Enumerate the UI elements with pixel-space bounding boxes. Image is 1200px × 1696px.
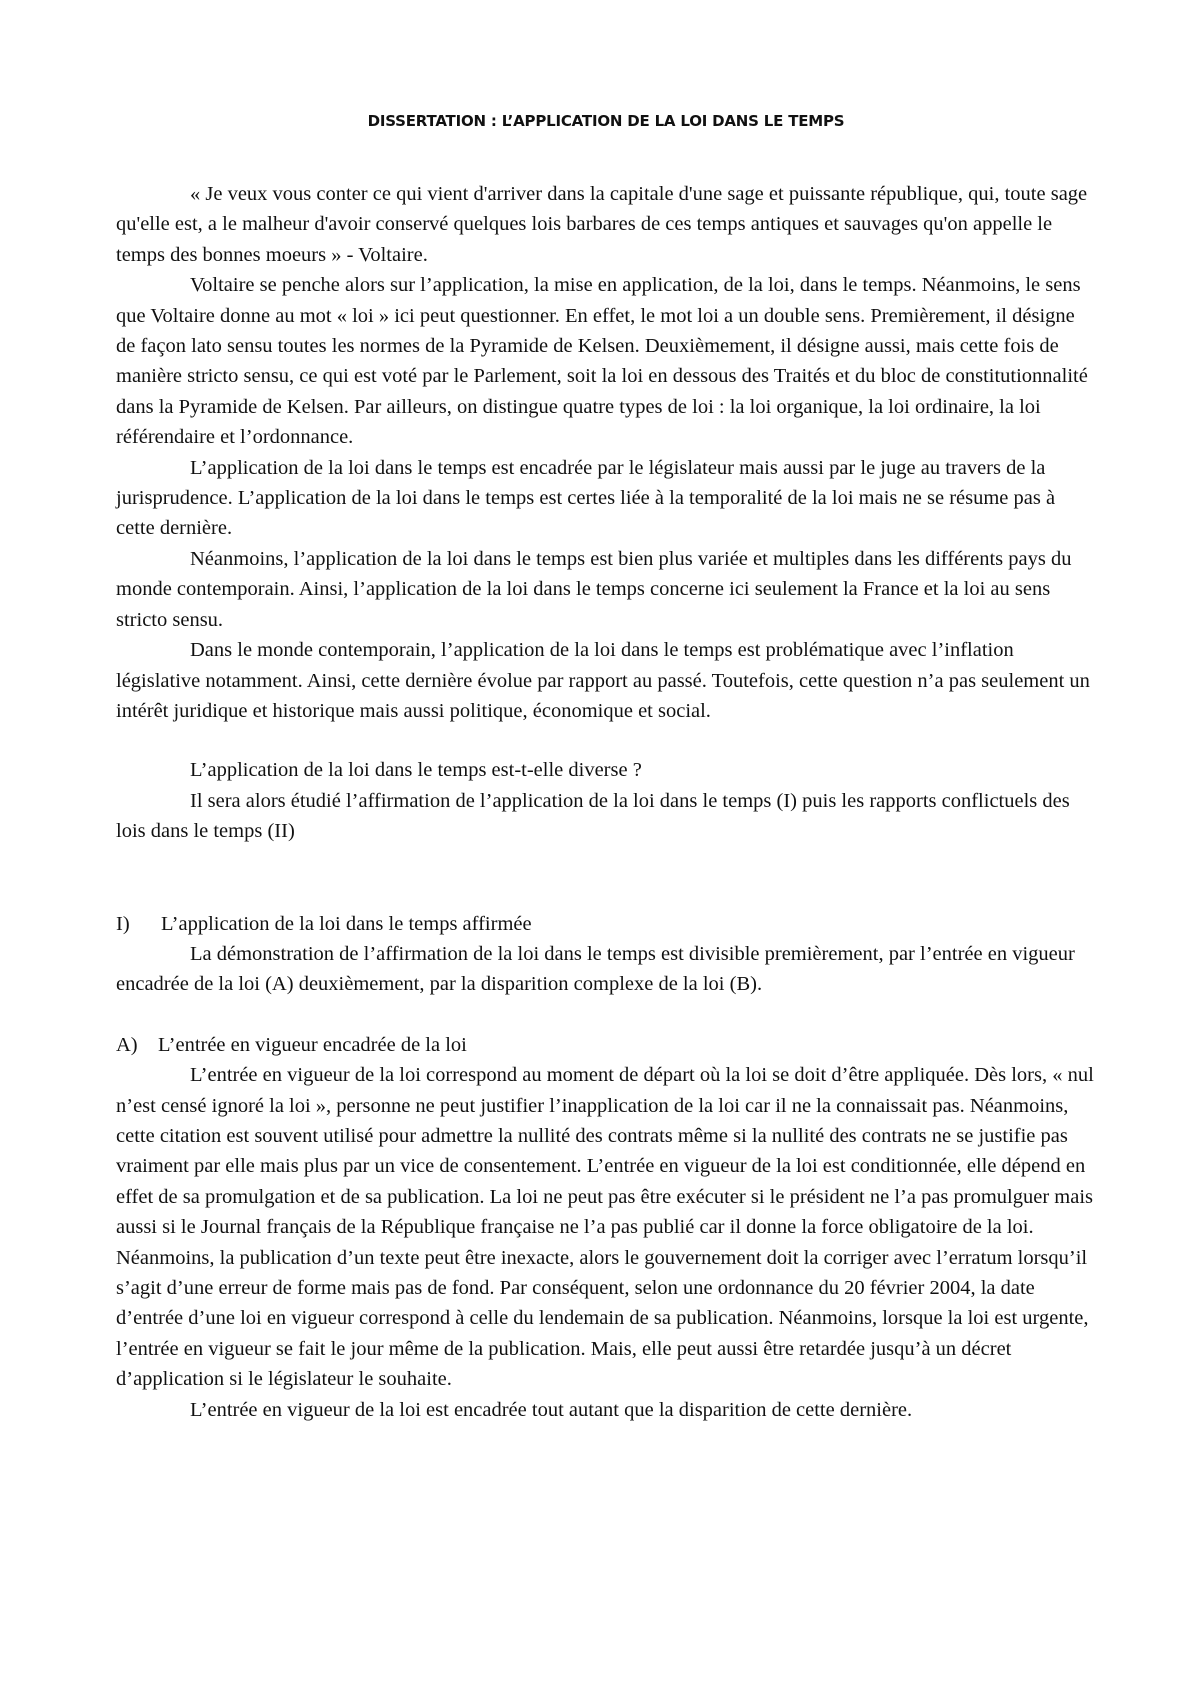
part-one-heading (116, 909, 1096, 939)
document-page (116, 110, 1096, 1425)
section-a-heading (116, 1030, 1096, 1060)
part-one-title: L’application de la loi dans le temps affirmée (161, 912, 532, 935)
section-a-title: L’entrée en vigueur encadrée de la loi (158, 1033, 467, 1056)
document-title: DISSERTATION : L’APPLICATION DE LA LOI DANS LE TEMPS (367, 112, 845, 130)
part-one-chapeau: La démonstration de l’affirmation de la loi dans le temps est divisible premièrement, par l’entrée en vigueur encadrée de la loi (A) deuxièmement, par la disparition complexe de la loi (B). (116, 942, 1075, 996)
section-a-body: L’entrée en vigueur de la loi correspond au moment de départ où la loi se doit d’être appliquée. Dès lors, « nul n’est censé ignoré la loi », personne ne peut justifier l’inapplication de la loi car il ne la connaissait pas. Néanmoins, cette citation est souvent utilisé pour admettre la nullité des contrats même si la nullité des contrats ne se justifie pas vraiment par elle mais plus par un vice de consentement. L’entrée en vigueur de la loi est conditionnée, elle dépend en effet de sa promulgation et de sa publication. La loi ne peut pas être exécuter si le président ne l’a pas promulguer mais aussi si le Journal français de la République française ne l’a pas publié car il donne la force obligatoire de la loi. Néanmoins, la publication d’un texte peut être inexacte, alors le gouvernement doit la corriger avec l’erratum lorsqu’il s’agit d’une erreur de forme mais pas de fond. Par conséquent, selon une ordonnance du 20 février 2004, la date d’entrée d’une loi en vigueur correspond à celle du lendemain de sa publication. Néanmoins, lorsque la loi est urgente, l’entrée en vigueur se fait le jour même de la publication. Mais, elle peut aussi être retardée jusqu’à un décret d’application si le législateur le souhaite. (116, 1064, 1094, 1391)
section-a-number: A) (116, 1033, 138, 1056)
section-a-transition: L’entrée en vigueur de la loi est encadrée tout autant que la disparition de cette dernière. (190, 1398, 913, 1421)
plan-announcement: Il sera alors étudié l’affirmation de l’application de la loi dans le temps (I) puis les rapports conflictuels des lois dans le temps (II) (116, 789, 1070, 843)
spacer (116, 726, 1096, 755)
spacer (116, 847, 1096, 909)
spacer (116, 1000, 1096, 1030)
intro-paragraph-voltaire-quote: « Je veux vous conter ce qui vient d'arriver dans la capitale d'une sage et puissante république, qui, toute sage qu'elle est, a le malheur d'avoir conservé quelques lois barbares de ces temps antiques et sauvages qu'on appelle le temps des bonnes moeurs » - Voltaire. (116, 183, 1088, 266)
intro-paragraph-framework: L’application de la loi dans le temps est encadrée par le législateur mais aussi par le juge au travers de la jurisprudence. L’application de la loi dans le temps est certes liée à la temporalité de la loi mais ne se résume pas à cette dernière. (116, 456, 1056, 540)
intro-paragraph-interest: Dans le monde contemporain, l’application de la loi dans le temps est problématique avec l’inflation législative notamment. Ainsi, cette dernière évolue par rapport au passé. Toutefois, cette question n’a pas seulement un intérêt juridique et historique mais aussi politique, économique et social. (116, 639, 1090, 722)
intro-paragraph-scope: Néanmoins, l’application de la loi dans le temps est bien plus variée et multiples dans les différents pays du monde contemporain. Ainsi, l’application de la loi dans le temps concerne ici seulement la France et la loi au sens stricto sensu. (116, 547, 1072, 631)
problematique: L’application de la loi dans le temps est-t-elle diverse ? (190, 759, 642, 782)
part-one-number: I) (116, 912, 130, 935)
intro-paragraph-definition: Voltaire se penche alors sur l’application, la mise en application, de la loi, dans le temps. Néanmoins, le sens que Voltaire donne au mot « loi » ici peut questionner. En effet, le mot loi a un double sens. Premièrement, il désigne de façon lato sensu toutes les normes de la Pyramide de Kelsen. Deuxièmement, il désigne aussi, mais cette fois de manière stricto sensu, ce qui est voté par le Parlement, soit la loi en dessous des Traités et du bloc de constitutionnalité dans la Pyramide de Kelsen. Par ailleurs, on distingue quatre types de loi : la loi organique, la loi ordinaire, la loi référendaire et l’ordonnance. (116, 274, 1088, 449)
